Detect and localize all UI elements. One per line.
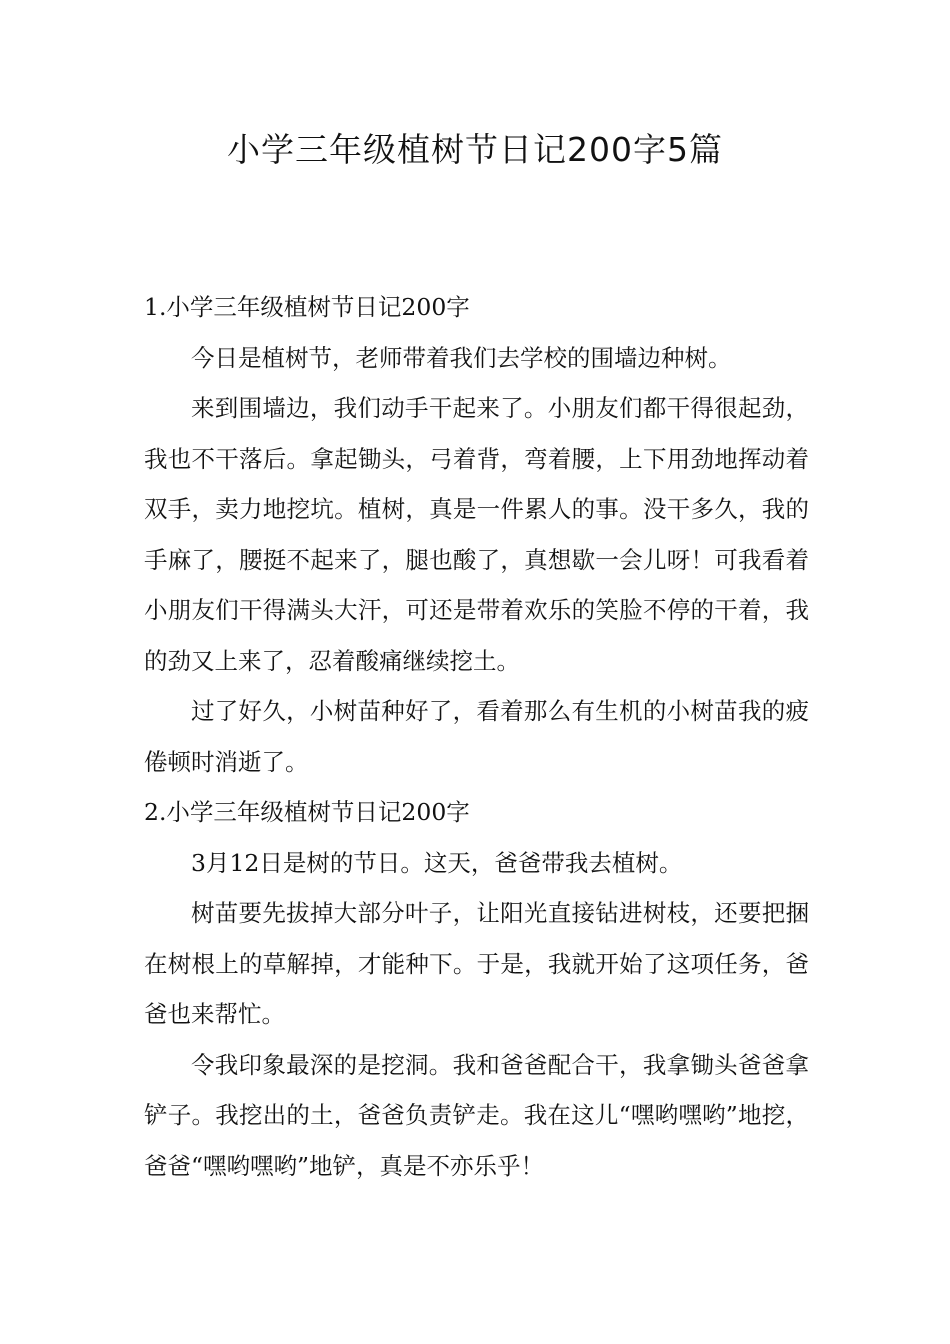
paragraph: 来到围墙边，我们动手干起来了。小朋友们都干得很起劲，我也不干落后。拿起锄头，弓着背，弯着腰，上下用劲地挥动着双手，卖力地挖坑。植树，真是一件累人的事。没干多久，我的手麻了，腰挺不起来了，腿也酸了，真想歇一会儿呀！可我看着小朋友们干得满头大汗，可还是带着欢乐的笑脸不停的干着，我的劲又上来了，忍着酸痛继续挖土。 xyxy=(144,394,809,675)
document-body xyxy=(144,282,809,1191)
paragraph: 过了好久，小树苗种好了，看着那么有生机的小树苗我的疲倦顿时消逝了。 xyxy=(144,697,809,776)
section-1 xyxy=(144,282,809,787)
paragraph: 今日是植树节，老师带着我们去学校的围墙边种树。 xyxy=(191,343,732,372)
section-heading: 1.小学三年级植树节日记200字 xyxy=(144,293,470,321)
paragraph: 令我印象最深的是挖洞。我和爸爸配合干，我拿锄头爸爸拿铲子。我挖出的土，爸爸负责铲走。我在这儿“嘿哟嘿哟”地挖，爸爸“嘿哟嘿哟”地铲，真是不亦乐乎！ xyxy=(144,1050,809,1180)
section-2 xyxy=(144,787,809,1191)
document-title: 小学三年级植树节日记200字5篇 xyxy=(227,130,723,169)
paragraph: 3月12日是树的节日。这天，爸爸带我去植树。 xyxy=(191,848,683,877)
section-heading: 2.小学三年级植树节日记200字 xyxy=(144,798,470,826)
paragraph: 树苗要先拔掉大部分叶子，让阳光直接钻进树枝，还要把捆在树根上的草解掉，才能种下。于是，我就开始了这项任务，爸爸也来帮忙。 xyxy=(144,899,809,1028)
